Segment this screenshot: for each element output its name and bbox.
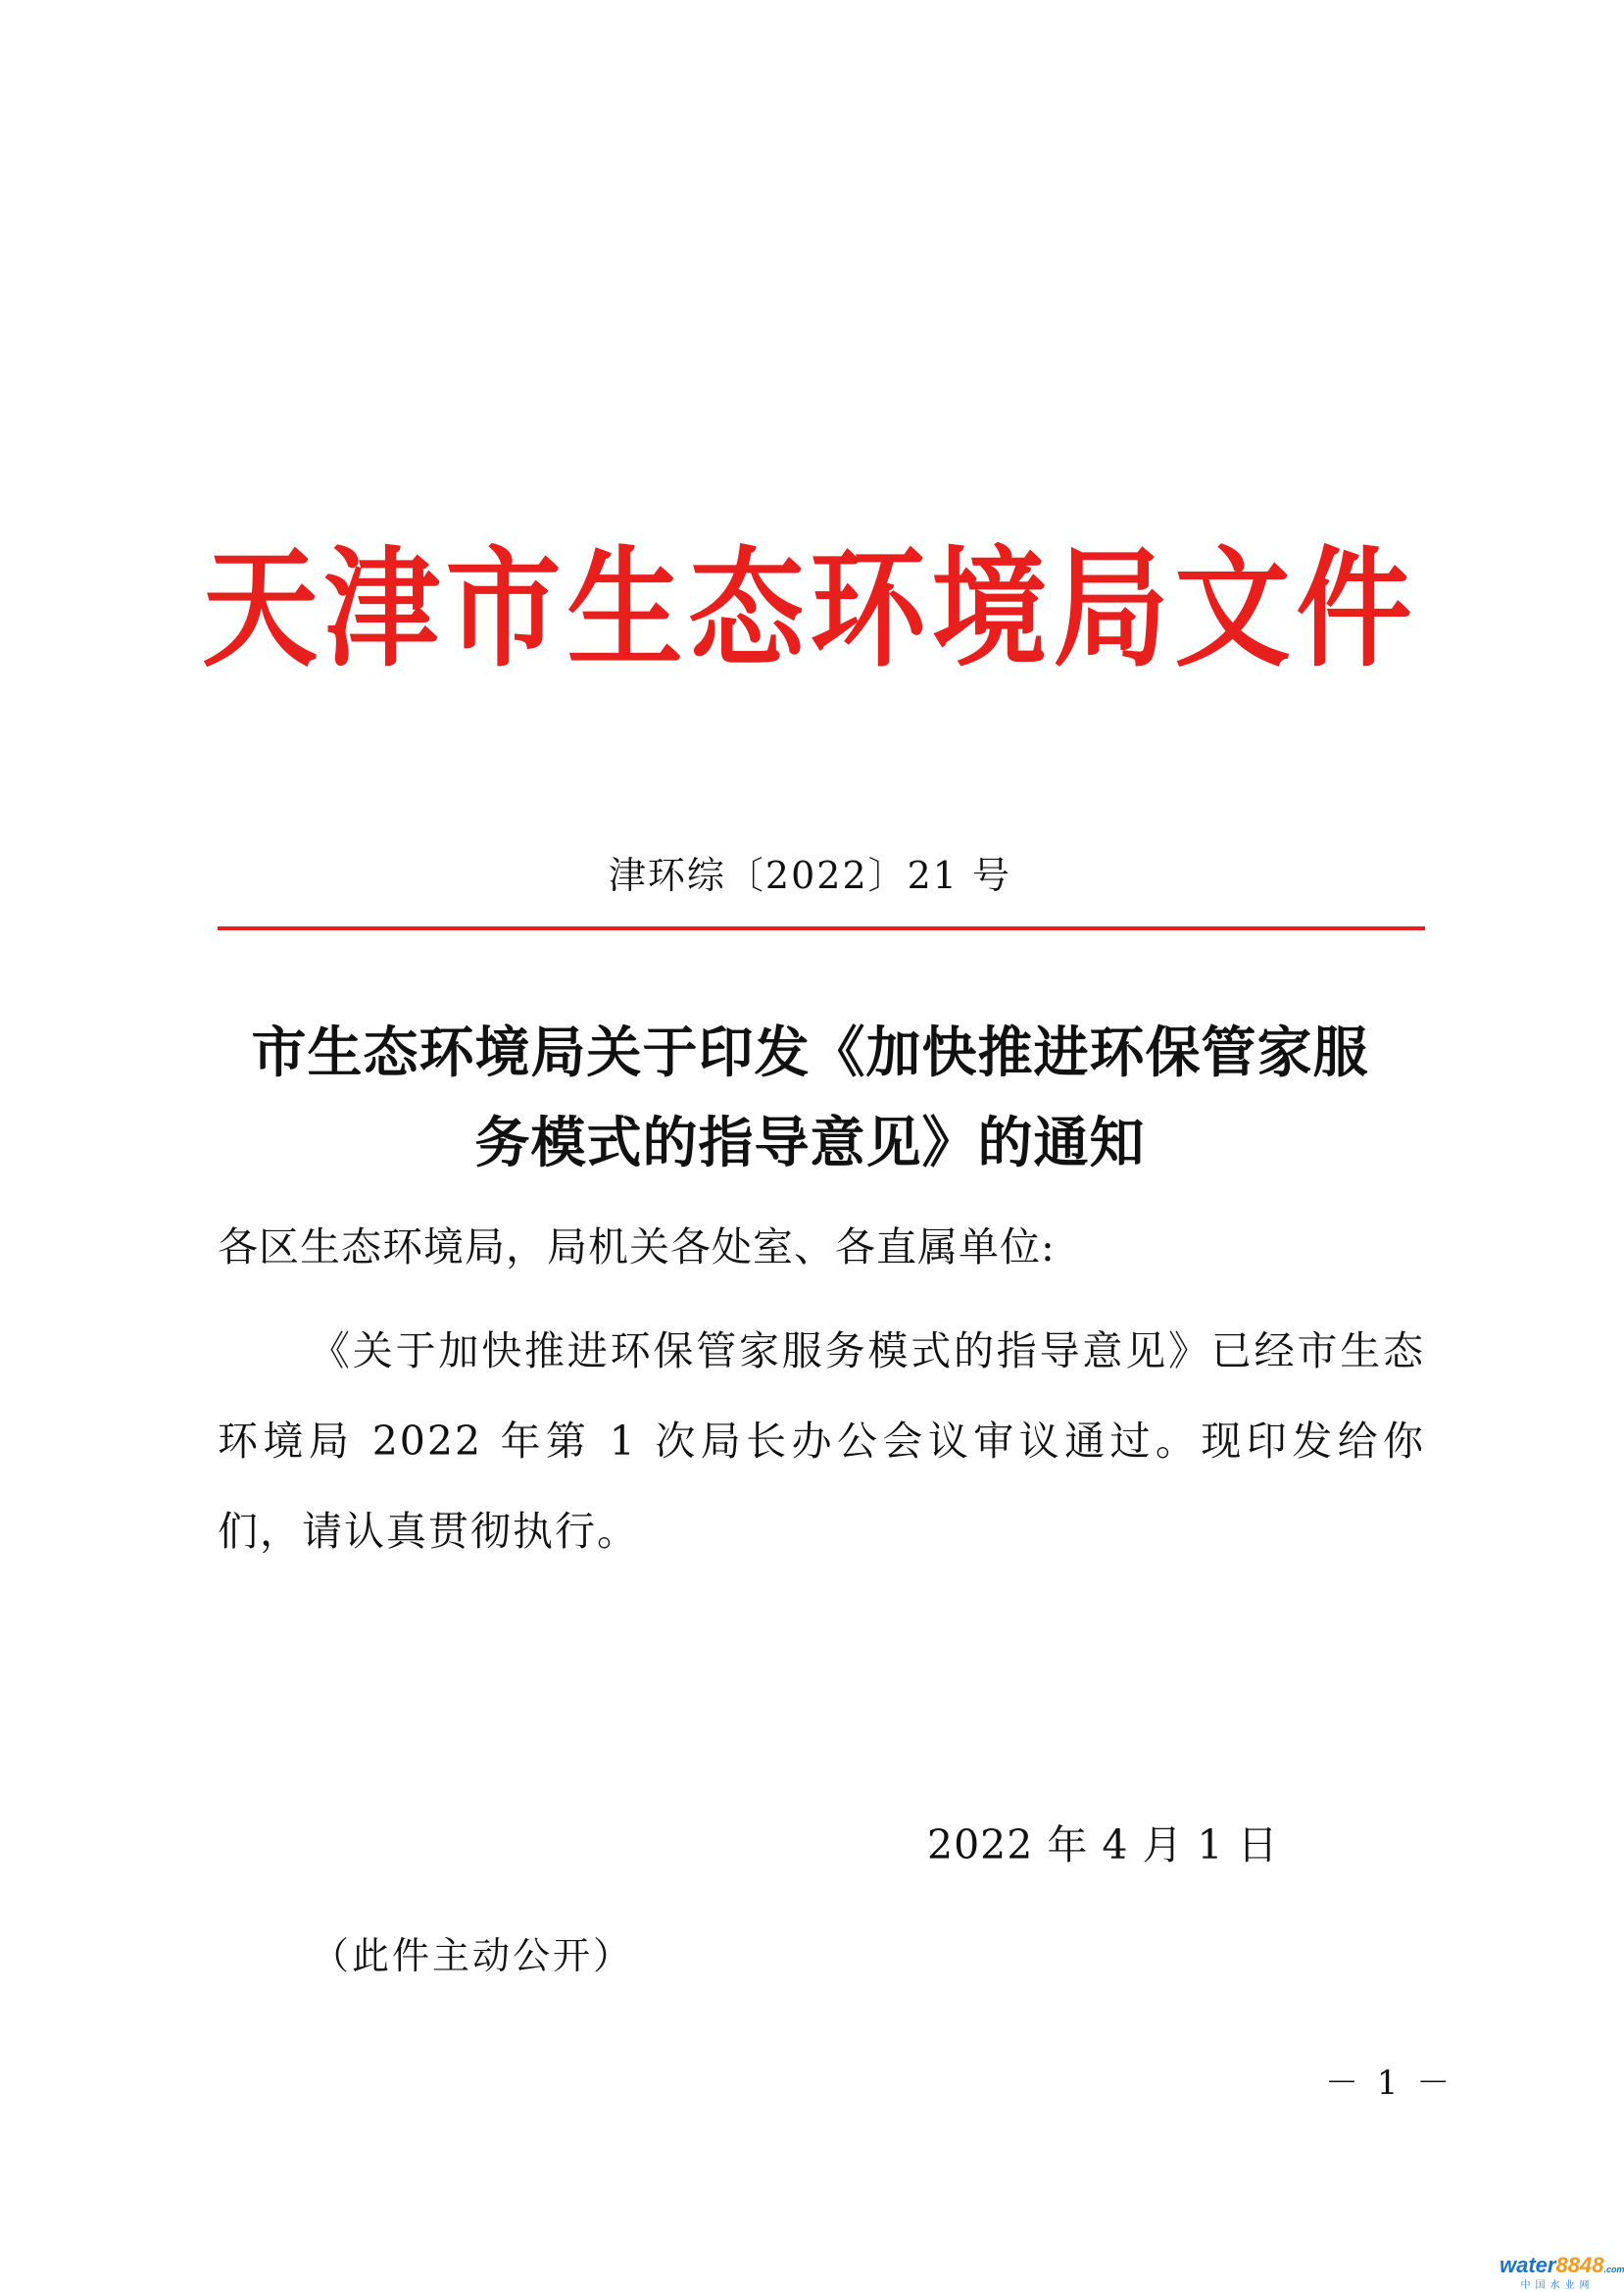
watermark-logo [1500, 2253, 1624, 2291]
watermark-logo-suffix: .com [1603, 2265, 1624, 2274]
page-number: － 1 － [1325, 2064, 1454, 2103]
notice-title-line-1: 市生态环境局关于印发《加快推进环保管家服 [251, 1021, 1369, 1085]
watermark-logo-accent: 8848 [1555, 2253, 1604, 2277]
watermark-subtitle: 中国水业网 [1520, 2280, 1595, 2291]
issue-date: 2022 年 4 月 1 日 [927, 1821, 1279, 1868]
salutation: 各区生态环境局，局机关各处室、各直属单位: [218, 1223, 1056, 1271]
notice-title-line-2: 务模式的指导意见》的通知 [474, 1111, 1146, 1175]
document-number: 津环综〔2022〕21 号 [608, 854, 1012, 897]
body-paragraph: 《关于加快推进环保管家服务模式的指导意见》已经市生态环境局 2022 年第 1 次局长办公会议审议通过。现印发给你们，请认真贯彻执行。 [218, 1327, 1425, 1555]
watermark-logo-text [1500, 2253, 1624, 2280]
disclosure-note: （此件主动公开） [312, 1934, 634, 1977]
red-divider-line [218, 926, 1425, 930]
watermark-logo-main: water [1500, 2253, 1556, 2277]
notice-title [196, 1008, 1424, 1188]
masthead-title: 天津市生态环境局文件 [202, 531, 1418, 685]
